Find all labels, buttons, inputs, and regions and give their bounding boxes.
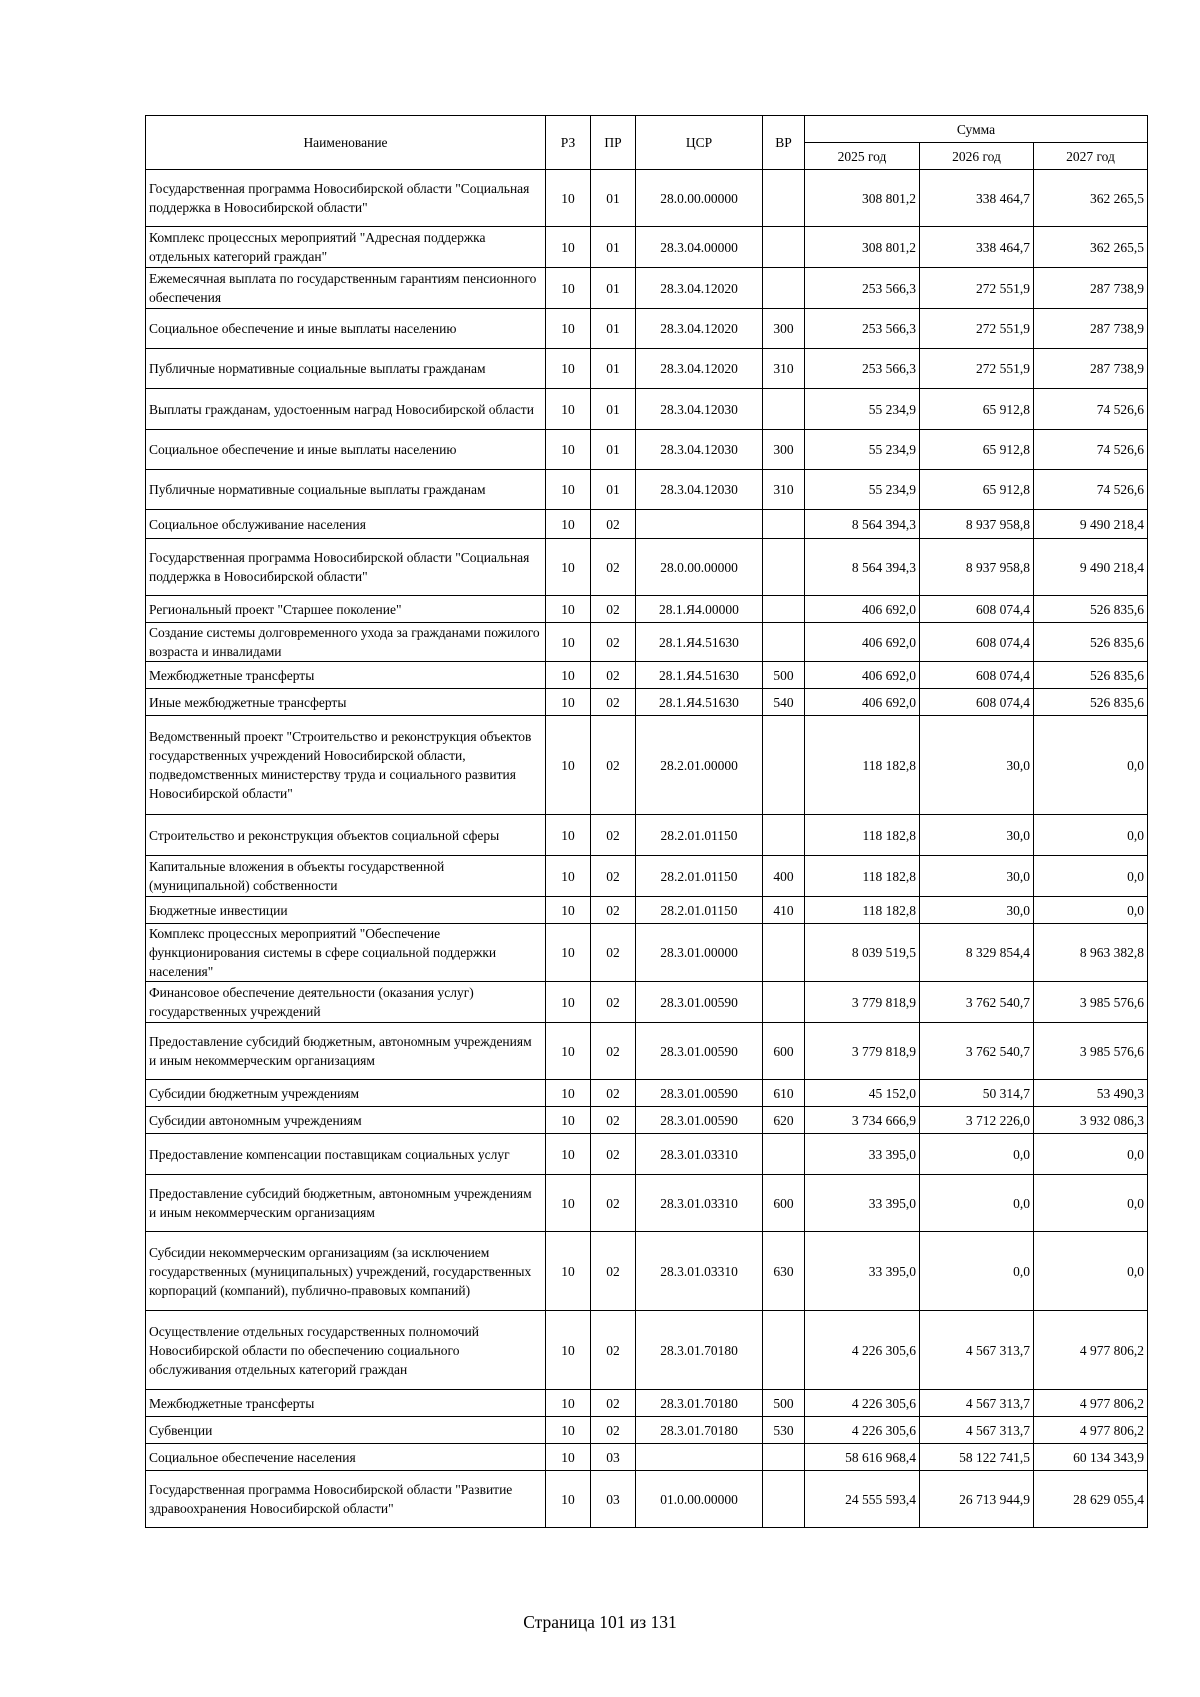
row-csr: 28.1.Я4.51630: [636, 689, 763, 716]
row-name: Бюджетные инвестиции: [146, 897, 546, 924]
row-value-2025: 4 226 305,6: [805, 1390, 920, 1417]
row-pr: 02: [591, 815, 636, 856]
row-value-2027: 287 738,9: [1034, 309, 1148, 349]
row-pr: 02: [591, 716, 636, 815]
row-value-2026: 30,0: [920, 897, 1034, 924]
row-pr: 02: [591, 623, 636, 662]
row-csr: 28.3.04.12020: [636, 349, 763, 389]
row-pr: 02: [591, 982, 636, 1023]
row-vr: 630: [763, 1232, 805, 1311]
row-name: Публичные нормативные социальные выплаты гражданам: [146, 470, 546, 510]
row-name: Социальное обеспечение населения: [146, 1444, 546, 1471]
row-value-2025: 118 182,8: [805, 897, 920, 924]
row-csr: 28.2.01.00000: [636, 716, 763, 815]
row-value-2026: 608 074,4: [920, 596, 1034, 623]
row-rz: 10: [546, 1444, 591, 1471]
row-value-2025: 253 566,3: [805, 309, 920, 349]
row-value-2025: 253 566,3: [805, 268, 920, 309]
row-vr: [763, 389, 805, 430]
row-name: Субсидии бюджетным учреждениям: [146, 1080, 546, 1107]
row-value-2025: 55 234,9: [805, 470, 920, 510]
row-name: Социальное обеспечение и иные выплаты населению: [146, 309, 546, 349]
row-name: Создание системы долговременного ухода за гражданами пожилого возраста и инвалидами: [146, 623, 546, 662]
row-value-2026: 272 551,9: [920, 309, 1034, 349]
row-pr: 02: [591, 1417, 636, 1444]
row-rz: 10: [546, 539, 591, 596]
row-value-2027: 0,0: [1034, 1134, 1148, 1175]
table-row: [146, 897, 1148, 924]
row-vr: 600: [763, 1175, 805, 1232]
table-row: [146, 1080, 1148, 1107]
row-name: Капитальные вложения в объекты государственной (муниципальной) собственности: [146, 856, 546, 897]
row-value-2025: 4 226 305,6: [805, 1311, 920, 1390]
row-pr: 03: [591, 1471, 636, 1528]
row-value-2027: 526 835,6: [1034, 623, 1148, 662]
row-value-2027: 4 977 806,2: [1034, 1390, 1148, 1417]
row-value-2026: 272 551,9: [920, 268, 1034, 309]
row-csr: 28.3.01.70180: [636, 1417, 763, 1444]
row-value-2027: 526 835,6: [1034, 596, 1148, 623]
row-value-2025: 33 395,0: [805, 1175, 920, 1232]
row-csr: 28.3.01.00590: [636, 1023, 763, 1080]
row-csr: 28.2.01.01150: [636, 897, 763, 924]
row-value-2027: 28 629 055,4: [1034, 1471, 1148, 1528]
table-row: [146, 623, 1148, 662]
row-rz: 10: [546, 596, 591, 623]
row-name: Выплаты гражданам, удостоенным наград Новосибирской области: [146, 389, 546, 430]
row-value-2027: 4 977 806,2: [1034, 1417, 1148, 1444]
row-vr: 540: [763, 689, 805, 716]
budget-table: [145, 115, 1148, 1528]
row-value-2027: 4 977 806,2: [1034, 1311, 1148, 1390]
row-name: Осуществление отдельных государственных полномочий Новосибирской области по обеспечению социального обслуживания отдельных категорий граждан: [146, 1311, 546, 1390]
row-value-2025: 3 779 818,9: [805, 982, 920, 1023]
table-row: [146, 1444, 1148, 1471]
row-value-2027: 526 835,6: [1034, 662, 1148, 689]
row-value-2026: 30,0: [920, 716, 1034, 815]
row-value-2026: 3 762 540,7: [920, 982, 1034, 1023]
row-name: Межбюджетные трансферты: [146, 1390, 546, 1417]
row-pr: 02: [591, 1134, 636, 1175]
row-vr: 300: [763, 430, 805, 470]
row-value-2027: 362 265,5: [1034, 170, 1148, 227]
row-pr: 01: [591, 170, 636, 227]
row-csr: [636, 1444, 763, 1471]
table-row: [146, 1311, 1148, 1390]
row-vr: [763, 1311, 805, 1390]
row-value-2026: 65 912,8: [920, 430, 1034, 470]
row-value-2027: 0,0: [1034, 897, 1148, 924]
row-value-2027: 9 490 218,4: [1034, 510, 1148, 539]
row-value-2025: 3 779 818,9: [805, 1023, 920, 1080]
row-value-2025: 55 234,9: [805, 389, 920, 430]
row-pr: 02: [591, 510, 636, 539]
table-row: [146, 170, 1148, 227]
table-header: [146, 116, 1148, 170]
row-value-2026: 65 912,8: [920, 470, 1034, 510]
row-csr: 28.1.Я4.51630: [636, 623, 763, 662]
row-rz: 10: [546, 1107, 591, 1134]
table-row: [146, 716, 1148, 815]
row-vr: 530: [763, 1417, 805, 1444]
row-rz: 10: [546, 430, 591, 470]
row-rz: 10: [546, 1232, 591, 1311]
row-vr: [763, 170, 805, 227]
row-rz: 10: [546, 982, 591, 1023]
row-name: Межбюджетные трансферты: [146, 662, 546, 689]
row-pr: 02: [591, 539, 636, 596]
row-csr: 28.3.01.00590: [636, 1107, 763, 1134]
row-value-2027: 287 738,9: [1034, 268, 1148, 309]
row-rz: 10: [546, 389, 591, 430]
row-name: Социальное обслуживание населения: [146, 510, 546, 539]
table-row: [146, 510, 1148, 539]
row-name: Социальное обеспечение и иные выплаты населению: [146, 430, 546, 470]
row-csr: 28.0.00.00000: [636, 539, 763, 596]
row-value-2025: 118 182,8: [805, 716, 920, 815]
row-value-2025: 253 566,3: [805, 349, 920, 389]
table-body: [146, 170, 1148, 1528]
row-value-2026: 0,0: [920, 1134, 1034, 1175]
row-value-2025: 8 564 394,3: [805, 539, 920, 596]
table-row: [146, 856, 1148, 897]
row-value-2026: 338 464,7: [920, 170, 1034, 227]
row-rz: 10: [546, 1175, 591, 1232]
row-csr: 28.3.01.03310: [636, 1232, 763, 1311]
row-value-2025: 118 182,8: [805, 856, 920, 897]
row-pr: 02: [591, 1175, 636, 1232]
row-pr: 02: [591, 1232, 636, 1311]
row-vr: [763, 623, 805, 662]
row-pr: 01: [591, 430, 636, 470]
row-csr: 28.3.04.00000: [636, 227, 763, 268]
row-vr: [763, 539, 805, 596]
row-rz: 10: [546, 924, 591, 982]
table-row: [146, 1471, 1148, 1528]
row-name: Иные межбюджетные трансферты: [146, 689, 546, 716]
row-vr: [763, 924, 805, 982]
row-csr: 28.3.01.03310: [636, 1175, 763, 1232]
row-name: Государственная программа Новосибирской области "Социальная поддержка в Новосибирской области": [146, 539, 546, 596]
row-value-2026: 58 122 741,5: [920, 1444, 1034, 1471]
row-csr: 28.3.01.00000: [636, 924, 763, 982]
row-csr: [636, 510, 763, 539]
row-pr: 01: [591, 227, 636, 268]
row-pr: 02: [591, 1390, 636, 1417]
row-name: Субвенции: [146, 1417, 546, 1444]
row-value-2027: 287 738,9: [1034, 349, 1148, 389]
row-value-2026: 8 937 958,8: [920, 510, 1034, 539]
table-row: [146, 349, 1148, 389]
row-value-2026: 4 567 313,7: [920, 1390, 1034, 1417]
row-name: Публичные нормативные социальные выплаты гражданам: [146, 349, 546, 389]
table-row: [146, 1107, 1148, 1134]
row-value-2025: 45 152,0: [805, 1080, 920, 1107]
row-name: Ведомственный проект "Строительство и реконструкция объектов государственных учреждений Новосибирской области, подведомственных министерству труда и социального развития Новосибирской области": [146, 716, 546, 815]
row-csr: 28.2.01.01150: [636, 815, 763, 856]
row-rz: 10: [546, 897, 591, 924]
row-name: Предоставление субсидий бюджетным, автономным учреждениям и иным некоммерческим организациям: [146, 1023, 546, 1080]
row-rz: 10: [546, 470, 591, 510]
row-vr: 500: [763, 1390, 805, 1417]
header-rz: РЗ: [546, 116, 591, 170]
row-pr: 02: [591, 1107, 636, 1134]
row-name: Предоставление субсидий бюджетным, автономным учреждениям и иным некоммерческим организациям: [146, 1175, 546, 1232]
table-row: [146, 430, 1148, 470]
table-row: [146, 1134, 1148, 1175]
row-pr: 02: [591, 1023, 636, 1080]
row-value-2026: 0,0: [920, 1175, 1034, 1232]
table-row: [146, 689, 1148, 716]
row-name: Государственная программа Новосибирской области "Социальная поддержка в Новосибирской области": [146, 170, 546, 227]
row-value-2025: 118 182,8: [805, 815, 920, 856]
row-value-2025: 33 395,0: [805, 1232, 920, 1311]
row-pr: 02: [591, 1311, 636, 1390]
row-pr: 02: [591, 1080, 636, 1107]
row-value-2025: 33 395,0: [805, 1134, 920, 1175]
row-value-2027: 9 490 218,4: [1034, 539, 1148, 596]
table-row: [146, 1232, 1148, 1311]
row-value-2027: 0,0: [1034, 1232, 1148, 1311]
row-name: Финансовое обеспечение деятельности (оказания услуг) государственных учреждений: [146, 982, 546, 1023]
header-name: Наименование: [146, 116, 546, 170]
row-value-2027: 60 134 343,9: [1034, 1444, 1148, 1471]
header-sum: Сумма: [805, 116, 1148, 143]
row-csr: 28.3.01.70180: [636, 1390, 763, 1417]
row-csr: 28.0.00.00000: [636, 170, 763, 227]
row-vr: [763, 227, 805, 268]
row-name: Предоставление компенсации поставщикам социальных услуг: [146, 1134, 546, 1175]
row-pr: 02: [591, 689, 636, 716]
row-value-2025: 308 801,2: [805, 170, 920, 227]
header-csr: ЦСР: [636, 116, 763, 170]
table-row: [146, 815, 1148, 856]
row-rz: 10: [546, 349, 591, 389]
row-pr: 01: [591, 470, 636, 510]
row-value-2025: 8 039 519,5: [805, 924, 920, 982]
table-row: [146, 982, 1148, 1023]
table-row: [146, 1023, 1148, 1080]
row-csr: 28.3.04.12030: [636, 389, 763, 430]
row-rz: 10: [546, 268, 591, 309]
row-value-2026: 65 912,8: [920, 389, 1034, 430]
row-name: Комплекс процессных мероприятий "Обеспечение функционирования системы в сфере социальной поддержки населения": [146, 924, 546, 982]
row-rz: 10: [546, 1134, 591, 1175]
row-pr: 02: [591, 662, 636, 689]
row-vr: 410: [763, 897, 805, 924]
table-row: [146, 309, 1148, 349]
row-value-2027: 3 985 576,6: [1034, 1023, 1148, 1080]
row-csr: 28.2.01.01150: [636, 856, 763, 897]
row-value-2027: 3 932 086,3: [1034, 1107, 1148, 1134]
row-rz: 10: [546, 689, 591, 716]
row-csr: 28.3.01.03310: [636, 1134, 763, 1175]
row-value-2026: 8 937 958,8: [920, 539, 1034, 596]
row-value-2026: 608 074,4: [920, 623, 1034, 662]
row-value-2026: 3 712 226,0: [920, 1107, 1034, 1134]
row-value-2026: 3 762 540,7: [920, 1023, 1034, 1080]
row-value-2027: 74 526,6: [1034, 389, 1148, 430]
row-rz: 10: [546, 1311, 591, 1390]
row-value-2025: 4 226 305,6: [805, 1417, 920, 1444]
row-vr: 610: [763, 1080, 805, 1107]
header-vr: ВР: [763, 116, 805, 170]
table-row: [146, 268, 1148, 309]
row-value-2025: 3 734 666,9: [805, 1107, 920, 1134]
row-value-2026: 4 567 313,7: [920, 1311, 1034, 1390]
row-vr: 500: [763, 662, 805, 689]
row-vr: 310: [763, 470, 805, 510]
row-value-2026: 4 567 313,7: [920, 1417, 1034, 1444]
row-rz: 10: [546, 1417, 591, 1444]
row-vr: [763, 716, 805, 815]
row-name: Комплекс процессных мероприятий "Адресная поддержка отдельных категорий граждан": [146, 227, 546, 268]
row-name: Государственная программа Новосибирской области "Развитие здравоохранения Новосибирской области": [146, 1471, 546, 1528]
table-row: [146, 470, 1148, 510]
row-vr: [763, 1471, 805, 1528]
table-row: [146, 1390, 1148, 1417]
row-value-2025: 406 692,0: [805, 689, 920, 716]
row-csr: 28.3.04.12030: [636, 430, 763, 470]
row-pr: 02: [591, 897, 636, 924]
row-value-2026: 338 464,7: [920, 227, 1034, 268]
row-value-2027: 8 963 382,8: [1034, 924, 1148, 982]
row-pr: 01: [591, 349, 636, 389]
row-rz: 10: [546, 170, 591, 227]
row-csr: 28.3.04.12030: [636, 470, 763, 510]
row-vr: 620: [763, 1107, 805, 1134]
row-value-2025: 55 234,9: [805, 430, 920, 470]
row-csr: 28.3.01.00590: [636, 1080, 763, 1107]
row-value-2027: 0,0: [1034, 815, 1148, 856]
row-value-2027: 3 985 576,6: [1034, 982, 1148, 1023]
row-rz: 10: [546, 716, 591, 815]
row-csr: 28.3.01.00590: [636, 982, 763, 1023]
row-pr: 01: [591, 268, 636, 309]
row-pr: 03: [591, 1444, 636, 1471]
row-value-2027: 0,0: [1034, 856, 1148, 897]
row-rz: 10: [546, 1023, 591, 1080]
row-value-2027: 526 835,6: [1034, 689, 1148, 716]
row-rz: 10: [546, 510, 591, 539]
row-value-2027: 53 490,3: [1034, 1080, 1148, 1107]
row-vr: [763, 596, 805, 623]
row-value-2026: 608 074,4: [920, 662, 1034, 689]
row-value-2026: 272 551,9: [920, 349, 1034, 389]
row-name: Субсидии некоммерческим организациям (за исключением государственных (муниципальных) учреждений, государственных корпораций (компаний), публично-правовых компаний): [146, 1232, 546, 1311]
row-value-2025: 406 692,0: [805, 596, 920, 623]
header-year-2027: 2027 год: [1034, 143, 1148, 170]
row-csr: 28.3.04.12020: [636, 268, 763, 309]
row-pr: 01: [591, 389, 636, 430]
row-rz: 10: [546, 1471, 591, 1528]
table-row: [146, 227, 1148, 268]
row-value-2025: 24 555 593,4: [805, 1471, 920, 1528]
row-rz: 10: [546, 623, 591, 662]
row-value-2027: 362 265,5: [1034, 227, 1148, 268]
row-vr: [763, 1134, 805, 1175]
row-pr: 02: [591, 596, 636, 623]
row-vr: [763, 815, 805, 856]
row-rz: 10: [546, 309, 591, 349]
row-csr: 28.1.Я4.00000: [636, 596, 763, 623]
row-rz: 10: [546, 1080, 591, 1107]
row-csr: 28.3.01.70180: [636, 1311, 763, 1390]
row-name: Строительство и реконструкция объектов социальной сферы: [146, 815, 546, 856]
row-value-2025: 58 616 968,4: [805, 1444, 920, 1471]
row-value-2026: 0,0: [920, 1232, 1034, 1311]
row-rz: 10: [546, 662, 591, 689]
row-value-2027: 74 526,6: [1034, 470, 1148, 510]
row-vr: 600: [763, 1023, 805, 1080]
row-rz: 10: [546, 1390, 591, 1417]
row-vr: 300: [763, 309, 805, 349]
table-row: [146, 539, 1148, 596]
row-csr: 28.1.Я4.51630: [636, 662, 763, 689]
row-vr: [763, 510, 805, 539]
page-number: Страница 101 из 131: [523, 1612, 677, 1632]
row-vr: [763, 1444, 805, 1471]
row-rz: 10: [546, 815, 591, 856]
row-value-2026: 30,0: [920, 815, 1034, 856]
table-row: [146, 662, 1148, 689]
row-pr: 02: [591, 924, 636, 982]
table-row: [146, 1417, 1148, 1444]
row-pr: 01: [591, 309, 636, 349]
row-value-2027: 74 526,6: [1034, 430, 1148, 470]
row-name: Субсидии автономным учреждениям: [146, 1107, 546, 1134]
row-pr: 02: [591, 856, 636, 897]
table-row: [146, 389, 1148, 430]
header-year-2025: 2025 год: [805, 143, 920, 170]
row-rz: 10: [546, 227, 591, 268]
row-value-2027: 0,0: [1034, 1175, 1148, 1232]
row-csr: 01.0.00.00000: [636, 1471, 763, 1528]
row-value-2027: 0,0: [1034, 716, 1148, 815]
row-value-2026: 50 314,7: [920, 1080, 1034, 1107]
row-value-2026: 8 329 854,4: [920, 924, 1034, 982]
row-vr: 310: [763, 349, 805, 389]
table-row: [146, 924, 1148, 982]
row-vr: [763, 982, 805, 1023]
row-name: Региональный проект "Старшее поколение": [146, 596, 546, 623]
row-value-2026: 608 074,4: [920, 689, 1034, 716]
row-csr: 28.3.04.12020: [636, 309, 763, 349]
header-pr: ПР: [591, 116, 636, 170]
table-row: [146, 596, 1148, 623]
row-value-2026: 30,0: [920, 856, 1034, 897]
row-value-2026: 26 713 944,9: [920, 1471, 1034, 1528]
row-value-2025: 406 692,0: [805, 623, 920, 662]
header-year-2026: 2026 год: [920, 143, 1034, 170]
row-rz: 10: [546, 856, 591, 897]
table-row: [146, 1175, 1148, 1232]
row-vr: 400: [763, 856, 805, 897]
row-value-2025: 308 801,2: [805, 227, 920, 268]
row-name: Ежемесячная выплата по государственным гарантиям пенсионного обеспечения: [146, 268, 546, 309]
row-value-2025: 406 692,0: [805, 662, 920, 689]
row-vr: [763, 268, 805, 309]
row-value-2025: 8 564 394,3: [805, 510, 920, 539]
